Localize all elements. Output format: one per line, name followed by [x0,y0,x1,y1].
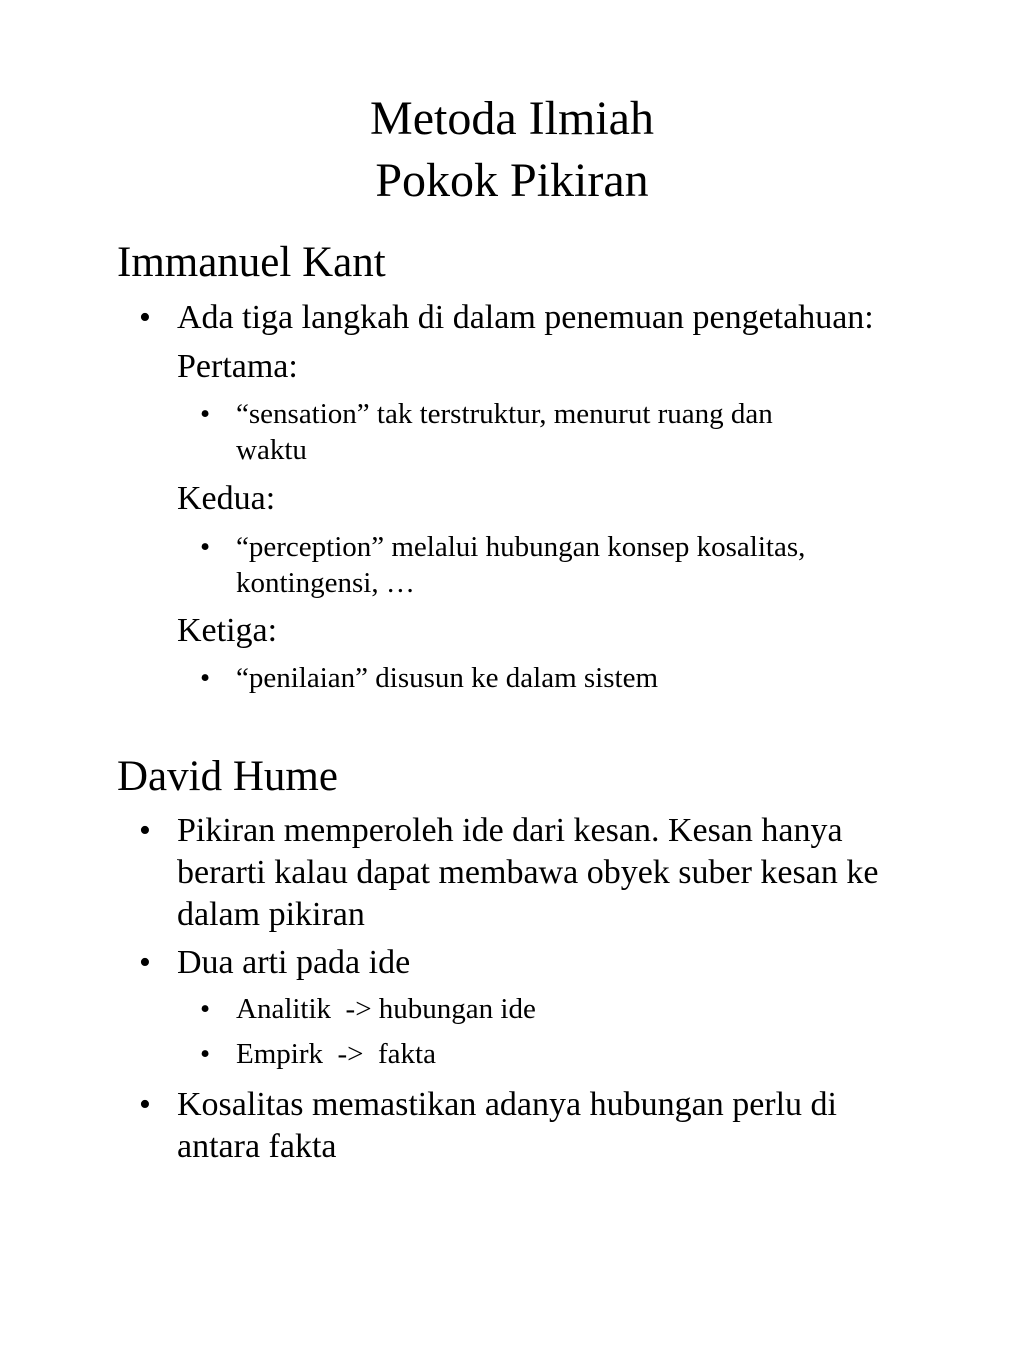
title-line-2: Pokok Pikiran [375,154,649,207]
section-heading-kant: Immanuel Kant [117,239,386,286]
slide-title [0,88,1024,212]
section-heading-hume: David Hume [117,753,338,800]
kant-step-3-label: Ketiga: [177,612,278,649]
kant-bullet-1-text: Ada tiga langkah di dalam penemuan pengetahuan: [177,299,874,336]
kant-step-1-item-line-2: waktu [236,434,307,466]
kant-step-2-item-line-1: “perception” melalui hubungan konsep kosalitas, [236,531,806,563]
title-line-1: Metoda Ilmiah [370,92,654,145]
bullet-marker: • [139,299,151,336]
bullet-marker: • [200,1038,211,1070]
kant-step-1-item-line-1: “sensation” tak terstruktur, menurut ruang dan [236,398,773,430]
bullet-marker: • [139,944,151,981]
hume-bullet-2-text: Dua arti pada ide [177,944,411,981]
bullet-marker: • [139,1086,151,1123]
bullet-marker: • [200,398,211,430]
kant-step-1-label: Pertama: [177,348,298,385]
hume-bullet-1-line-2: berarti kalau dapat membawa obyek suber kesan ke [177,854,879,891]
bullet-marker: • [200,662,211,694]
hume-bullet-3-line-2: antara fakta [177,1128,337,1165]
bullet-marker: • [200,993,211,1025]
hume-bullet-3-line-1: Kosalitas memastikan adanya hubungan perlu di [177,1086,837,1123]
hume-bullet-1-line-3: dalam pikiran [177,896,365,933]
hume-bullet-2-sub-2-text: Empirk -> fakta [236,1038,436,1070]
kant-step-2-item-line-2: kontingensi, … [236,567,415,599]
hume-bullet-1-line-1: Pikiran memperoleh ide dari kesan. Kesan hanya [177,812,843,849]
hume-bullet-2-sub-1-text: Analitik -> hubungan ide [236,993,536,1025]
kant-step-3-item-text: “penilaian” disusun ke dalam sistem [236,662,659,694]
kant-step-2-label: Kedua: [177,480,276,517]
bullet-marker: • [139,812,151,849]
bullet-marker: • [200,531,211,563]
